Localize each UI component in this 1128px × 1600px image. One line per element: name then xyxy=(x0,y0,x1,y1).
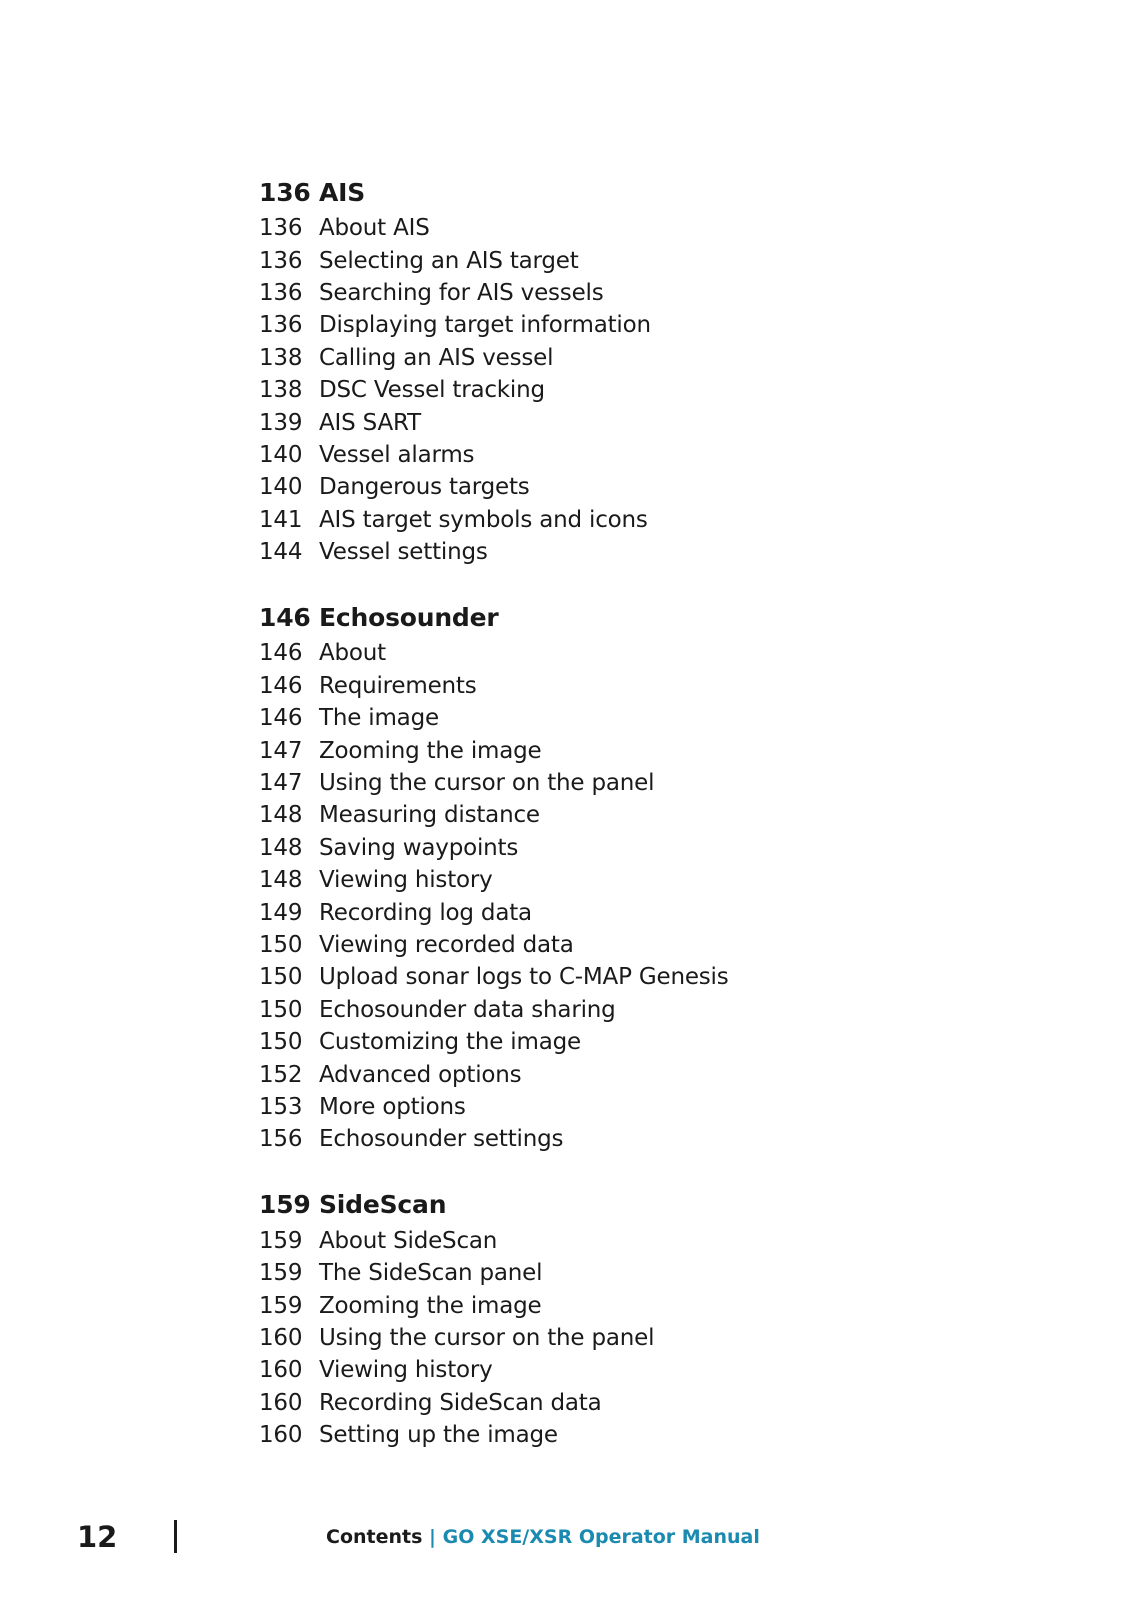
entry-title: Recording SideScan data xyxy=(319,1389,602,1416)
toc-entry[interactable] xyxy=(259,1289,899,1321)
toc-entry[interactable] xyxy=(259,309,899,341)
entry-page-number: 160 xyxy=(259,1357,303,1384)
toc-entry[interactable] xyxy=(259,832,899,864)
entry-title: Echosounder data sharing xyxy=(319,996,616,1023)
entry-page-number: 159 xyxy=(259,1292,303,1319)
toc-section-ais xyxy=(259,172,899,568)
entry-title: Displaying target information xyxy=(319,312,651,339)
entry-page-number: 149 xyxy=(259,899,303,926)
toc-section-echosounder xyxy=(259,597,899,1155)
footer-section-label: Contents xyxy=(326,1526,423,1548)
toc-entry[interactable] xyxy=(259,1091,899,1123)
entry-title: Saving waypoints xyxy=(319,834,519,861)
entry-title: The SideScan panel xyxy=(319,1260,543,1287)
entry-page-number: 156 xyxy=(259,1126,303,1153)
toc-entry[interactable] xyxy=(259,1026,899,1058)
section-title: SideScan xyxy=(319,1190,447,1220)
entry-page-number: 141 xyxy=(259,506,303,533)
entry-page-number: 146 xyxy=(259,672,303,699)
toc-entry[interactable] xyxy=(259,504,899,536)
toc-entry[interactable] xyxy=(259,637,899,669)
entry-title: Calling an AIS vessel xyxy=(319,344,554,371)
toc-entry[interactable] xyxy=(259,864,899,896)
entry-page-number: 150 xyxy=(259,996,303,1023)
toc-entry[interactable] xyxy=(259,994,899,1026)
toc-entry[interactable] xyxy=(259,1225,899,1257)
entry-title: Searching for AIS vessels xyxy=(319,279,604,306)
toc-entry[interactable] xyxy=(259,374,899,406)
toc-entry[interactable] xyxy=(259,734,899,766)
section-page-number: 136 xyxy=(259,177,311,207)
toc-entry[interactable] xyxy=(259,1387,899,1419)
section-page-number: 159 xyxy=(259,1190,311,1220)
entry-title: More options xyxy=(319,1093,466,1120)
entry-title: Setting up the image xyxy=(319,1422,558,1449)
entry-title: Echosounder settings xyxy=(319,1126,564,1153)
entry-page-number: 150 xyxy=(259,932,303,958)
entry-title: About xyxy=(319,640,387,667)
toc-entry[interactable] xyxy=(259,1058,899,1090)
footer-page-number: 12 xyxy=(77,1520,118,1554)
toc-entry[interactable] xyxy=(259,702,899,734)
entry-page-number: 147 xyxy=(259,770,303,797)
entry-page-number: 152 xyxy=(259,1061,303,1088)
entry-title: Measuring distance xyxy=(319,802,540,829)
entry-title: Requirements xyxy=(319,672,477,699)
entry-title: The image xyxy=(319,705,439,732)
entry-page-number: 148 xyxy=(259,802,303,829)
entry-title: Viewing recorded data xyxy=(319,932,574,958)
entry-title: Selecting an AIS target xyxy=(319,247,579,274)
entry-title: DSC Vessel tracking xyxy=(319,377,545,404)
toc-entry[interactable] xyxy=(259,1257,899,1289)
toc-entry[interactable] xyxy=(259,1419,899,1451)
toc-entry[interactable] xyxy=(259,929,899,961)
entry-page-number: 140 xyxy=(259,474,303,501)
toc-entry[interactable] xyxy=(259,244,899,276)
entry-page-number: 139 xyxy=(259,409,303,436)
entry-title: AIS SART xyxy=(319,409,421,436)
entry-title: Vessel alarms xyxy=(319,441,475,468)
toc-entry[interactable] xyxy=(259,277,899,309)
footer-running-title xyxy=(326,1524,760,1550)
toc-section-sidescan xyxy=(259,1185,899,1452)
entry-page-number: 140 xyxy=(259,441,303,468)
entry-title: Upload sonar logs to C-MAP Genesis xyxy=(319,964,729,991)
entry-page-number: 160 xyxy=(259,1389,303,1416)
entry-title: Using the cursor on the panel xyxy=(319,770,655,797)
section-heading[interactable] xyxy=(259,172,899,212)
toc-entry[interactable] xyxy=(259,536,899,568)
entry-page-number: 144 xyxy=(259,539,303,566)
toc-entry[interactable] xyxy=(259,1123,899,1155)
toc-entry[interactable] xyxy=(259,767,899,799)
footer-separator: | xyxy=(429,1526,436,1548)
toc-entry[interactable] xyxy=(259,439,899,471)
section-heading[interactable] xyxy=(259,1185,899,1225)
entry-page-number: 138 xyxy=(259,377,303,404)
entry-title: About AIS xyxy=(319,215,430,242)
footer-manual-title: GO XSE/XSR Operator Manual xyxy=(442,1526,760,1548)
toc-entry[interactable] xyxy=(259,896,899,928)
entry-page-number: 136 xyxy=(259,215,303,242)
entry-page-number: 160 xyxy=(259,1324,303,1351)
entry-title: AIS target symbols and icons xyxy=(319,506,648,533)
entry-title: About SideScan xyxy=(319,1227,498,1254)
entry-page-number: 136 xyxy=(259,312,303,339)
entry-page-number: 153 xyxy=(259,1093,303,1120)
section-title: AIS xyxy=(319,177,366,207)
entry-page-number: 136 xyxy=(259,247,303,274)
entry-title: Dangerous targets xyxy=(319,474,530,501)
entry-page-number: 138 xyxy=(259,344,303,371)
entry-page-number: 148 xyxy=(259,867,303,894)
entry-page-number: 147 xyxy=(259,737,303,764)
toc-entry[interactable] xyxy=(259,1354,899,1386)
toc-entry[interactable] xyxy=(259,471,899,503)
entry-title: Viewing history xyxy=(319,1357,493,1384)
entry-page-number: 146 xyxy=(259,705,303,732)
toc-entry[interactable] xyxy=(259,670,899,702)
entry-page-number: 159 xyxy=(259,1260,303,1287)
entry-page-number: 160 xyxy=(259,1422,303,1449)
table-of-contents xyxy=(259,172,899,1480)
section-page-number: 146 xyxy=(259,602,311,632)
section-title: Echosounder xyxy=(319,602,499,632)
entry-page-number: 148 xyxy=(259,834,303,861)
toc-entry[interactable] xyxy=(259,406,899,438)
entry-title: Zooming the image xyxy=(319,1292,542,1319)
entry-title: Viewing history xyxy=(319,867,493,894)
section-heading[interactable] xyxy=(259,597,899,637)
toc-entry[interactable] xyxy=(259,961,899,993)
toc-entry[interactable] xyxy=(259,212,899,244)
entry-title: Vessel settings xyxy=(319,539,488,566)
entry-title: Customizing the image xyxy=(319,1029,581,1056)
entry-page-number: 136 xyxy=(259,279,303,306)
entry-page-number: 146 xyxy=(259,640,303,667)
entry-page-number: 150 xyxy=(259,1029,303,1056)
toc-entry[interactable] xyxy=(259,799,899,831)
toc-entry[interactable] xyxy=(259,1322,899,1354)
entry-title: Advanced options xyxy=(319,1061,522,1088)
toc-entry[interactable] xyxy=(259,342,899,374)
entry-title: Using the cursor on the panel xyxy=(319,1324,655,1351)
entry-title: Recording log data xyxy=(319,899,532,926)
entry-page-number: 150 xyxy=(259,964,303,991)
entry-title: Zooming the image xyxy=(319,737,542,764)
entry-page-number: 159 xyxy=(259,1227,303,1254)
footer-divider xyxy=(174,1520,177,1553)
